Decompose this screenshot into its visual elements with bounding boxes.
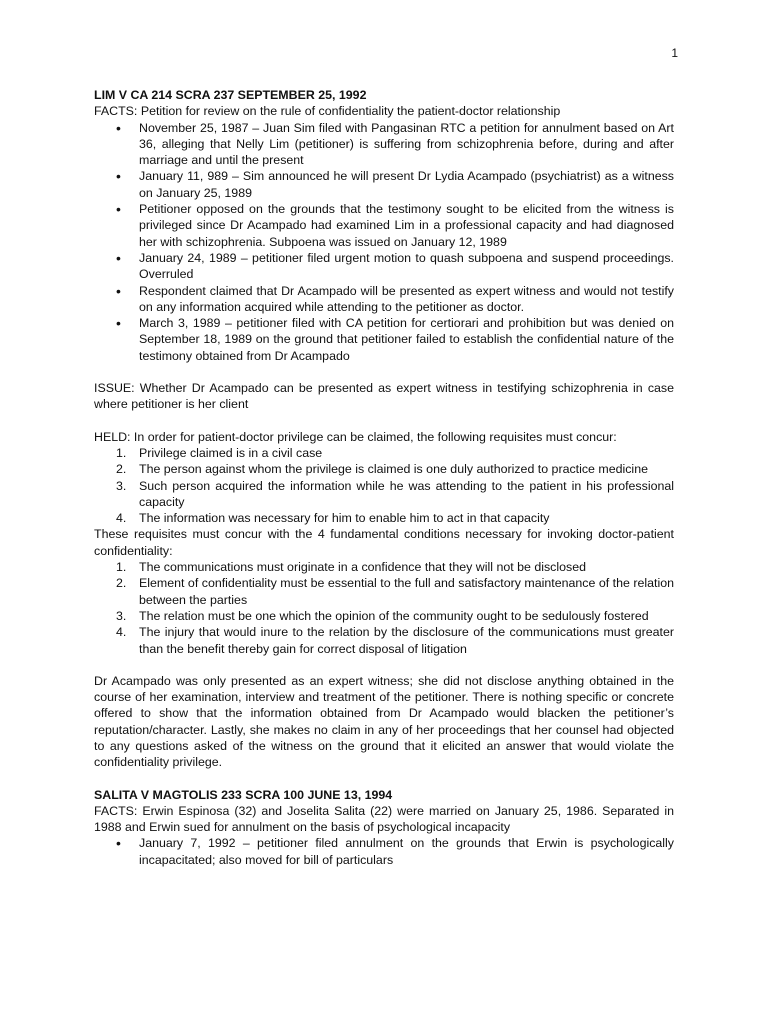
conditions-list [94, 559, 674, 657]
facts-salita: FACTS: Erwin Espinosa (32) and Joselita Salita (22) were married on January 25, 1986. Separated in 1988 and Erwin sued for annulment on the basis of psychological incapacity [94, 803, 674, 835]
facts-bullets-lim [94, 120, 674, 364]
issue-lim: ISSUE: Whether Dr Acampado can be presented as expert witness in testifying schizophrenia in case where petitioner is her client [94, 381, 674, 412]
list-item: • January 7, 1992 – petitioner filed annulment on the grounds that Erwin is psychologically incapacitated; also moved for bill of particulars [94, 835, 674, 868]
list-item: 2. The person against whom the privilege is claimed is one duly authorized to practice medicine [116, 462, 648, 477]
list-item: 1. Privilege claimed is in a civil case [116, 445, 323, 460]
list-item: • January 24, 1989 – petitioner filed urgent motion to quash subpoena and suspend proceedings. Overruled [94, 250, 674, 283]
case-title-lim: LIM V CA 214 SCRA 237 SEPTEMBER 25, 1992 [94, 88, 367, 102]
list-item: 2. Element of confidentiality must be essential to the full and satisfactory maintenance of the relation between the parties [116, 576, 674, 607]
list-item: • Petitioner opposed on the grounds that the testimony sought to be elicited from the witness is privileged since Dr Acampado had examined Lim in a professional capacity and had diagnosed her with schizophrenia. Subpoena was issued on January 12, 1989 [94, 201, 674, 250]
held-lim: HELD: In order for patient-doctor privilege can be claimed, the following requisites must concur: [94, 429, 617, 444]
list-item: • Respondent claimed that Dr Acampado will be presented as expert witness and would not testify on any information acquired while attending to the petitioner as doctor. [94, 283, 674, 316]
list-item: 3. Such person acquired the information while he was attending to the patient in his professional capacity [116, 478, 674, 509]
list-item: • January 11, 989 – Sim announced he will present Dr Lydia Acampado (psychiatrist) as a witness on January 25, 1989 [94, 168, 674, 201]
list-item: • November 25, 1987 – Juan Sim filed with Pangasinan RTC a petition for annulment based on Art 36, alleging that Nelly Lim (petitioner) is suffering from schizophrenia before, during and after marriage and until the present [94, 120, 674, 169]
facts-lim: FACTS: Petition for review on the rule of confidentiality the patient-doctor relationship [94, 104, 561, 119]
list-item: • March 3, 1989 – petitioner filed with CA petition for certiorari and prohibition but was denied on September 18, 1989 on the ground that petitioner failed to establish the confidential nature of the testimony obtained from Dr Acampado [94, 315, 674, 364]
conclusion-lim: Dr Acampado was only presented as an expert witness; she did not disclose anything obtained in the course of her examination, interview and treatment of the petitioner. There is nothing specific or concrete offered to show that the information obtained from Dr Acampado would blacken the petitioner’s reputation/character. Lastly, she makes no claim in any of her proceedings that her counsel had objected to any questions asked of the witness on the ground that it elicited an answer that would violate the confidentiality privilege. [94, 673, 674, 770]
conditions-intro: These requisites must concur with the 4 fundamental conditions necessary for invoking doctor-patient confidentiality: [94, 527, 674, 558]
list-item: 1. The communications must originate in a confidence that they will not be disclosed [116, 560, 586, 575]
case-title-salita: SALITA V MAGTOLIS 233 SCRA 100 JUNE 13, 1994 [94, 787, 393, 802]
list-item: 4. The injury that would inure to the relation by the disclosure of the communications must greater than the benefit thereby gain for correct disposal of litigation [116, 625, 674, 656]
list-item: 3. The relation must be one which the opinion of the community ought to be sedulously fostered [116, 608, 649, 623]
page-number: 1 [671, 46, 678, 60]
requisites-list [94, 445, 674, 526]
document-body [94, 87, 674, 868]
facts-bullets-salita [94, 835, 674, 868]
list-item: 4. The information was necessary for him to enable him to act in that capacity [116, 511, 550, 526]
